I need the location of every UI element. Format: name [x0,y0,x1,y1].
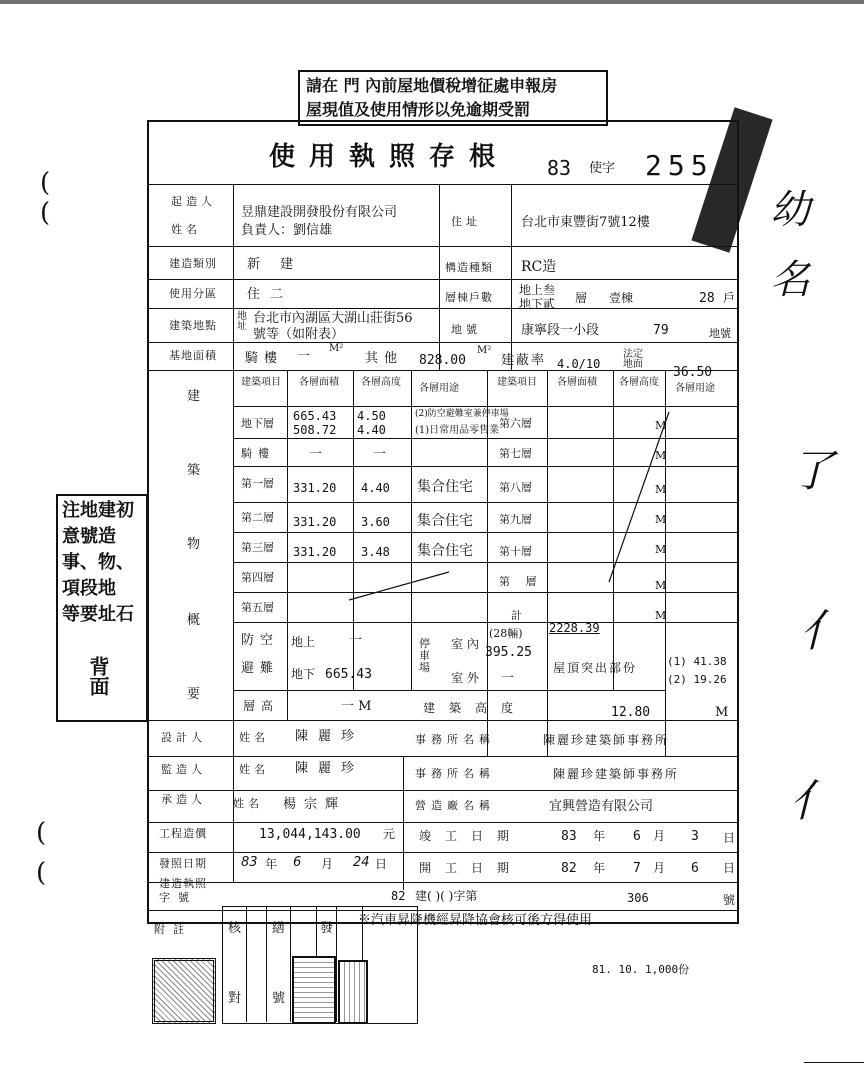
applicant-name-label: 姓名 [171,223,201,236]
lot-label: 地號 [451,323,481,336]
floor-name-right: 第八層 [499,481,532,494]
zone-label: 使用分區 [169,287,217,300]
start-year: 82 [561,861,577,876]
month-unit: 月 [321,857,334,871]
floors-unit-dong: 壹棟 [609,291,634,305]
side-note-line: 項段地 [62,578,116,599]
done-year: 83 [561,829,577,844]
area-unit: M² [329,343,344,354]
cost-value: 13,044,143.00 [259,827,361,842]
start-label: 開工日期 [419,861,524,875]
margin-handwriting: 幼 [770,187,810,233]
permit-form [147,120,739,924]
floor-use: 集合住宅 [417,513,473,529]
permit-mid: 建( )( )字第 [415,889,478,903]
area-unit: M² [477,345,492,356]
lot-value: 康寧段一小段 [521,323,600,338]
contractor-firm-label: 營造廠名稱 [415,799,495,812]
floor-area: 665.43 [293,409,337,423]
parking-indoor: 室內 [451,637,484,651]
floors-header: 各層高度 [619,377,659,388]
approval-seal [292,956,336,1024]
side-note-line: 事、物、 [62,552,134,573]
floor-height: 一 [373,447,387,462]
applicant-rep: 負責人：劉信雄 [241,223,333,238]
floors-above: 地上叁 [519,283,556,297]
lot-number: 79 [653,323,669,338]
contractor-label: 承造人 [161,793,206,806]
floor-name: 第五層 [241,601,274,614]
supervisor-name-label: 姓名 [239,763,269,776]
col-divider [290,906,291,1022]
category-label: 建造類別 [169,257,217,270]
coverage-value: 4.0/10 [557,357,601,371]
floor-use: (2)防空避難室兼停車場 [415,409,509,419]
floor-name-right: 第 層 [499,575,543,588]
other-value: 828.00 [419,353,466,368]
unit-m: M [655,609,667,622]
margin-handwriting: 了 [790,446,834,497]
contractor-name-label: 姓名 [233,797,263,810]
bldg-height-unit: M [715,705,729,720]
section-vertical-label: 概 [187,613,201,628]
site-sub: 地址 [237,311,247,332]
floors-header: 各層面積 [557,377,597,388]
section-vertical-label: 築 [187,463,201,478]
side-note-line: 注地建初 [62,500,134,521]
margin-mark: ( [40,198,51,228]
issue-label: 發照日期 [159,857,207,870]
shelter-label2: 避難 [241,661,280,676]
floor-name-right: 第十層 [499,545,532,558]
floor-area: 331.20 [293,515,337,529]
shelter-below: 地下 [291,667,316,681]
designer-name: 陳麗珍 [295,729,365,744]
floor-use: 集合住宅 [417,479,473,495]
margin-mark: ( [40,168,51,198]
day-unit: 日 [723,861,736,875]
structure-value: RC造 [521,259,557,275]
margin-mark: ( [36,818,47,848]
side-note-line: 意號造 [62,526,116,547]
floors-households: 28 [699,291,715,306]
done-month: 6 [633,829,641,844]
permit-number: 306 [627,891,649,905]
floors-unit-ceng: 層 [575,291,588,305]
title-year: 83 [547,156,572,180]
note-text: ※汽車昇降機經昇降協會核可後方得使用 [358,913,593,928]
side-note-back: 背面 [86,656,110,696]
cost-unit: 元 [383,827,396,841]
site-address: 台北市內湖區大湖山莊街56 [253,311,413,326]
bottom-cell: 核 [228,921,242,936]
day-unit: 日 [375,857,388,871]
applicant-address: 台北市東豐街7號12樓 [521,215,650,230]
parking-outdoor: 室外 [451,671,484,685]
floor-name-right: 第七層 [499,447,532,460]
col-divider [266,906,267,1022]
unit-m: M [655,543,667,556]
floor-name-right: 第六層 [499,417,532,430]
floor-height-label: 層高 [243,699,280,713]
form-code: 81. 10. 1,000份 [592,963,690,976]
floor-area: 一 [309,447,323,462]
section-vertical-label: 物 [187,537,201,552]
contractor-firm: 宜興營造有限公司 [549,799,654,814]
designer-office: 陳麗珍建築師事務所 [543,733,670,747]
section-vertical-label: 要 [187,687,201,702]
supervisor-name: 陳麗珍 [295,761,365,776]
margin-mark: ( [36,858,47,888]
cost-label: 工程造價 [159,827,207,840]
floor-area: 331.20 [293,545,337,559]
section-vertical-label: 建 [187,389,201,404]
permit-year: 82 [391,889,406,903]
floors-unit-hu: 戶 [723,291,736,305]
floor-height: 4.50 [357,409,386,423]
permit-suffix: 號 [723,893,736,907]
floors-header: 各層面積 [299,377,339,388]
month-unit: 月 [653,829,666,843]
floors-label: 層棟戶數 [445,291,493,304]
header-note-line2: 屋現值及使用情形以免逾期受罰 [306,100,531,119]
legal-value: 36.50 [673,365,713,380]
month-unit: 月 [653,861,666,875]
coverage-label: 建蔽率 [501,353,547,368]
approval-seal [338,960,368,1024]
shelter-label1: 防空 [241,633,280,648]
bottom-cell: 繕 [272,921,286,936]
legal-label: 法定地面 [623,349,643,370]
title-prefix: 使字 [589,161,616,176]
designer-office-label: 事務所名稱 [415,733,495,746]
floor-name: 第一層 [241,477,274,490]
other-label: 其他 [365,351,404,366]
margin-handwriting: 亻 [800,606,844,657]
roof-label: 屋頂突出部份 [553,661,638,675]
supervisor-office: 陳麗珍建築師事務所 [553,767,680,781]
margin-handwriting: 亻 [790,776,834,827]
floor-height: 3.48 [361,545,390,559]
floors-header: 各層用途 [419,383,459,394]
address-label: 住址 [451,215,481,228]
floor-name: 地下層 [241,417,274,430]
floor-use: 集合住宅 [417,543,473,559]
floors-total-area: 2228.39 [549,621,600,635]
qilou-label: 騎樓 [245,351,284,366]
bottom-edge-line [804,1062,864,1063]
form-title: 使用執照存根 [269,142,510,172]
year-unit: 年 [265,857,278,871]
note-label: 附註 [154,923,192,936]
designer-name-label: 姓名 [239,731,269,744]
side-note-box [56,494,148,722]
done-day: 3 [691,829,699,844]
roof-value2: (2) 19.26 [667,673,727,686]
col-divider [246,906,247,1022]
year-unit: 年 [593,861,606,875]
floor-name: 第三層 [241,541,274,554]
floor-height-value: 一 M [341,699,372,714]
floor-area: 508.72 [293,423,337,437]
title-number: 255 [645,149,714,182]
contractor-name: 楊宗輝 [283,797,347,812]
structure-label: 構造種類 [445,261,493,274]
floors-header: 各層高度 [361,377,401,388]
unit-m: M [655,579,667,592]
shelter-below-val: 665.43 [325,667,372,682]
shelter-above: 地上 [291,635,316,649]
top-edge-line [0,0,864,4]
applicant-company: 昱鼎建設開發股份有限公司 [241,205,398,220]
zone-value: 住二 [247,287,294,302]
floor-name: 第四層 [241,571,274,584]
floor-name-right: 第九層 [499,513,532,526]
permit-label1: 建造執照 [159,877,207,890]
floor-height: 4.40 [357,423,386,437]
bldg-height-label: 建築高度 [423,701,528,715]
bottom-cell: 號 [272,991,286,1006]
parking-indoor-count: (28輛) [489,627,523,640]
floors-header: 各層用途 [675,383,715,394]
start-day: 6 [691,861,699,876]
shelter-above-val: 一 [349,633,363,648]
supervisor-label: 監造人 [161,763,206,776]
floors-header: 建築項目 [241,377,281,388]
area-label: 基地面積 [169,349,217,362]
side-note-line: 等要址石 [62,604,134,625]
site-address2: 號等（如附表） [253,327,345,342]
unit-m: M [655,483,667,496]
header-note-box [298,70,608,126]
parking-outdoor-val: 一 [501,671,515,686]
issue-month: 6 [293,855,302,870]
permit-label2: 字號 [159,891,197,904]
year-unit: 年 [593,829,606,843]
parking-indoor-val: 395.25 [485,645,532,660]
category-value: 新建 [247,257,314,272]
site-label: 建築地點 [169,319,217,332]
unit-m: M [655,513,667,526]
day-unit: 日 [723,831,736,845]
start-month: 7 [633,861,641,876]
done-label: 竣工日期 [419,829,524,843]
lot-suffix: 地號 [709,327,731,340]
supervisor-office-label: 事務所名稱 [415,767,495,780]
floors-header: 建築項目 [497,377,537,388]
unit-m: M [655,419,667,432]
issue-year: 83 [241,855,258,870]
col-divider [336,906,337,1022]
header-note-line1: 請在 門 內前屋地價稅增征處申報房 [306,76,558,95]
bottom-cell: 發 [320,921,334,936]
floors-below: 地下貳 [519,297,556,311]
applicant-label: 起造人 [171,195,216,208]
floor-name: 騎樓 [241,447,275,460]
bldg-height-value: 12.80 [611,705,651,720]
bottom-cell: 對 [228,991,242,1006]
floor-name-right: 計 [511,609,522,622]
qilou-value: 一 [297,349,311,364]
floor-use: (1)日常用品零售業 [415,425,500,436]
unit-m: M [655,449,667,462]
floor-area: 331.20 [293,481,337,495]
floor-height: 4.40 [361,481,390,495]
issue-day: 24 [353,855,370,870]
designer-label: 設計人 [161,731,206,744]
floor-name: 第二層 [241,511,274,524]
parking-label: 停車場 [419,637,430,675]
roof-value1: (1) 41.38 [667,655,727,668]
official-seal [152,958,216,1024]
floor-height: 3.60 [361,515,390,529]
margin-handwriting: 名 [770,257,810,303]
